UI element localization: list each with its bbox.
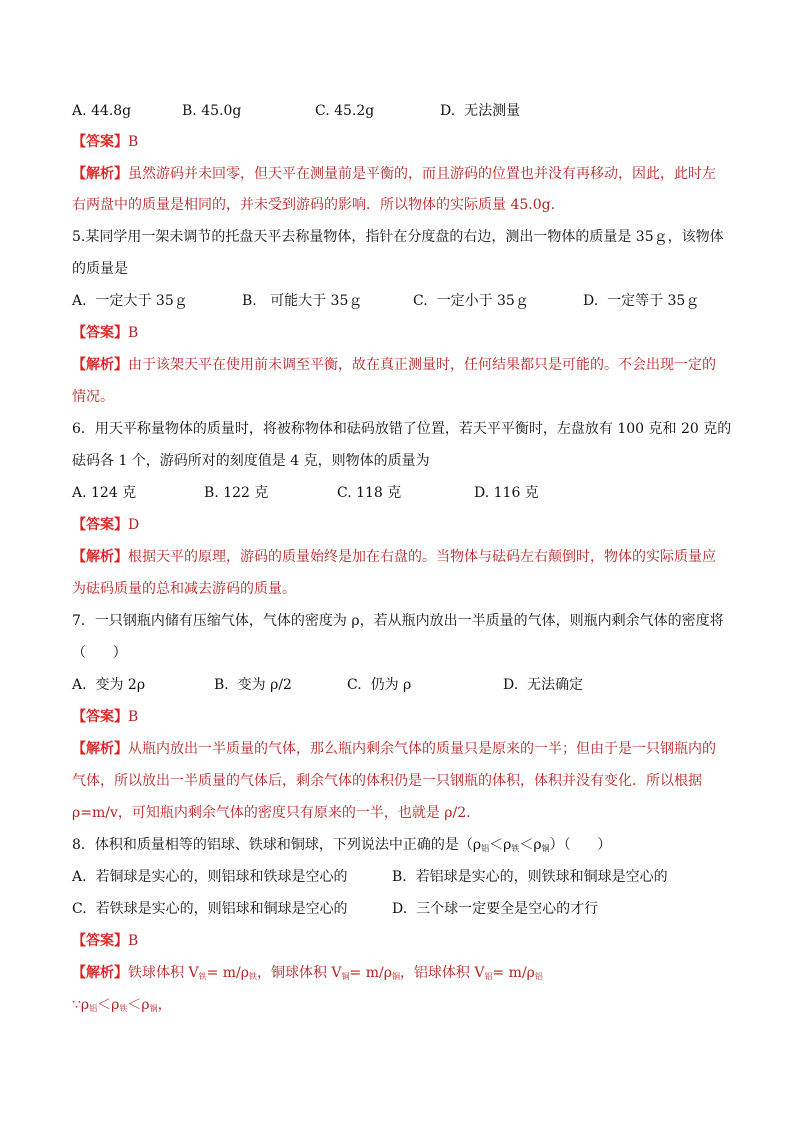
q5-stem-line-1: 5.某同学用一架未调节的托盘天平去称量物体，指针在分度盘的右边，测出一物体的质量是 35ｇ，该物体	[72, 229, 724, 245]
q7-analysis-line-2: 气体，所以放出一半质量的气体后，剩余气体的体积仍是一只钢瓶的体积，体积并没有变化．所以根据	[72, 773, 702, 789]
q7-analysis-line-3: ρ=m/v，可知瓶内剩余气体的密度只有原来的一半，也就是 ρ/2.	[72, 805, 471, 821]
analysis-text: = m/ρ	[206, 965, 249, 981]
analysis-text: ，	[157, 997, 172, 1013]
q4-option-c: C. 45.2g	[315, 103, 375, 119]
q8-option-c: C. 若铁球是实心的，则铝球和铜球是空心的	[72, 901, 348, 917]
answer-tag: 【答案】	[72, 517, 128, 533]
q6-option-d: D. 116 克	[474, 485, 539, 501]
analysis-text: 虽然游码并未回零，但天平在测量前是平衡的，而且游码的位置也并没有再移动，因此，此时左	[128, 166, 716, 182]
subscript: 铜	[541, 844, 550, 853]
q5-answer	[72, 324, 138, 342]
q4-option-b: B. 45.0g	[182, 103, 242, 119]
q5-analysis-line-1	[72, 356, 716, 374]
answer-value: B	[128, 709, 139, 725]
analysis-text: ＜ρ	[127, 997, 150, 1013]
subscript: 铁	[119, 1004, 128, 1013]
q8-stem-text: ）（ ）	[549, 837, 612, 853]
q8-analysis-line-1	[72, 964, 543, 986]
q7-option-c: C. 仍为 ρ	[347, 677, 412, 693]
q4-option-d: D. 无法测量	[440, 103, 521, 119]
q6-analysis-line-2: 为砝码质量的总和减去游码的质量。	[72, 581, 296, 597]
q8-stem	[72, 836, 611, 858]
q4-analysis-line-2: 右两盘中的质量是相同的，并未受到游码的影响．所以物体的实际质量 45.0g.	[72, 197, 556, 213]
analysis-text: ，铜球体积 V	[256, 965, 342, 981]
subscript: 铁	[248, 972, 257, 981]
answer-value: D	[128, 517, 140, 533]
subscript: 铜	[391, 972, 400, 981]
analysis-text: ＜ρ	[97, 997, 120, 1013]
q8-option-b: B. 若铝球是实心的，则铁球和铜球是空心的	[392, 869, 668, 885]
q4-analysis-line-1	[72, 165, 716, 183]
subscript: 铝	[484, 972, 493, 981]
analysis-text: 根据天平的原理，游码的质量始终是加在右盘的。当物体与砝码左右颠倒时，物体的实际质量应	[128, 549, 716, 565]
analysis-text: 由于该架天平在使用前未调至平衡，故在真正测量时，任何结果都只是可能的。不会出现一定的	[128, 357, 716, 373]
q6-answer	[72, 516, 139, 534]
answer-tag: 【答案】	[72, 709, 128, 725]
q7-option-a: A. 变为 2ρ	[72, 677, 146, 693]
q8-answer	[72, 932, 138, 950]
q7-stem-line-1: 7．一只钢瓶内储有压缩气体，气体的密度为 ρ，若从瓶内放出一半质量的气体，则瓶内剩余气体的密度将	[72, 613, 724, 629]
analysis-text: 从瓶内放出一半质量的气体，那么瓶内剩余气体的质量只是原来的一半；但由于是一只钢瓶内的	[128, 741, 716, 757]
analysis-text: ∵ρ	[72, 997, 90, 1013]
analysis-tag: 【解析】	[72, 549, 128, 565]
answer-value: B	[128, 325, 139, 341]
q5-option-c: C. 一定小于 35ｇ	[413, 293, 529, 309]
analysis-tag: 【解析】	[72, 741, 128, 757]
subscript: 铜	[341, 972, 350, 981]
q6-option-a: A. 124 克	[72, 485, 137, 501]
answer-tag: 【答案】	[72, 325, 128, 341]
q8-stem-text: ＜ρ	[489, 837, 512, 853]
q7-option-d: D. 无法确定	[503, 677, 584, 693]
q5-stem-line-2: 的质量是	[72, 261, 128, 277]
q5-option-b: B. 可能大于 35ｇ	[242, 293, 363, 309]
analysis-text: = m/ρ	[492, 965, 535, 981]
subscript: 铁	[198, 972, 207, 981]
subscript: 铝	[534, 972, 543, 981]
subscript: 铁	[511, 844, 520, 853]
answer-value: B	[128, 933, 139, 949]
q5-option-d: D. 一定等于 35ｇ	[583, 293, 700, 309]
subscript: 铜	[149, 1004, 158, 1013]
analysis-text: ，铝球体积 V	[399, 965, 485, 981]
analysis-text: = m/ρ	[349, 965, 392, 981]
analysis-tag: 【解析】	[72, 166, 128, 182]
q6-stem-line-1: 6．用天平称量物体的质量时，将被称物体和砝码放错了位置，若天平平衡时，左盘放有 100 克和 20 克的	[72, 421, 732, 437]
q6-option-c: C. 118 克	[337, 485, 402, 501]
analysis-text: 铁球体积 V	[128, 965, 199, 981]
q7-option-b: B. 变为 ρ/2	[214, 677, 292, 693]
q6-analysis-line-1	[72, 548, 716, 566]
q8-option-a: A. 若铜球是实心的，则铝球和铁球是空心的	[72, 869, 348, 885]
q8-stem-text: ＜ρ	[519, 837, 542, 853]
answer-tag: 【答案】	[72, 134, 128, 150]
q4-option-a: A. 44.8g	[72, 103, 132, 119]
q6-stem-line-2: 砝码各 1 个，游码所对的刻度值是 4 克，则物体的质量为	[72, 453, 430, 469]
q5-analysis-line-2: 情况。	[72, 389, 114, 405]
q8-stem-text: 8．体积和质量相等的铝球、铁球和铜球，下列说法中正确的是（ρ	[72, 837, 482, 853]
q7-analysis-line-1	[72, 740, 716, 758]
q8-analysis-line-2	[72, 996, 172, 1018]
answer-value: B	[128, 134, 139, 150]
answer-tag: 【答案】	[72, 933, 128, 949]
subscript: 铝	[481, 844, 490, 853]
q8-option-d: D. 三个球一定要全是空心的才行	[392, 901, 599, 917]
analysis-tag: 【解析】	[72, 965, 128, 981]
subscript: 铝	[89, 1004, 98, 1013]
analysis-tag: 【解析】	[72, 357, 128, 373]
q4-answer	[72, 133, 138, 151]
q7-answer	[72, 708, 138, 726]
q7-stem-line-2: （ ）	[72, 645, 127, 661]
q6-option-b: B. 122 克	[204, 485, 269, 501]
q5-option-a: A. 一定大于 35ｇ	[72, 293, 188, 309]
